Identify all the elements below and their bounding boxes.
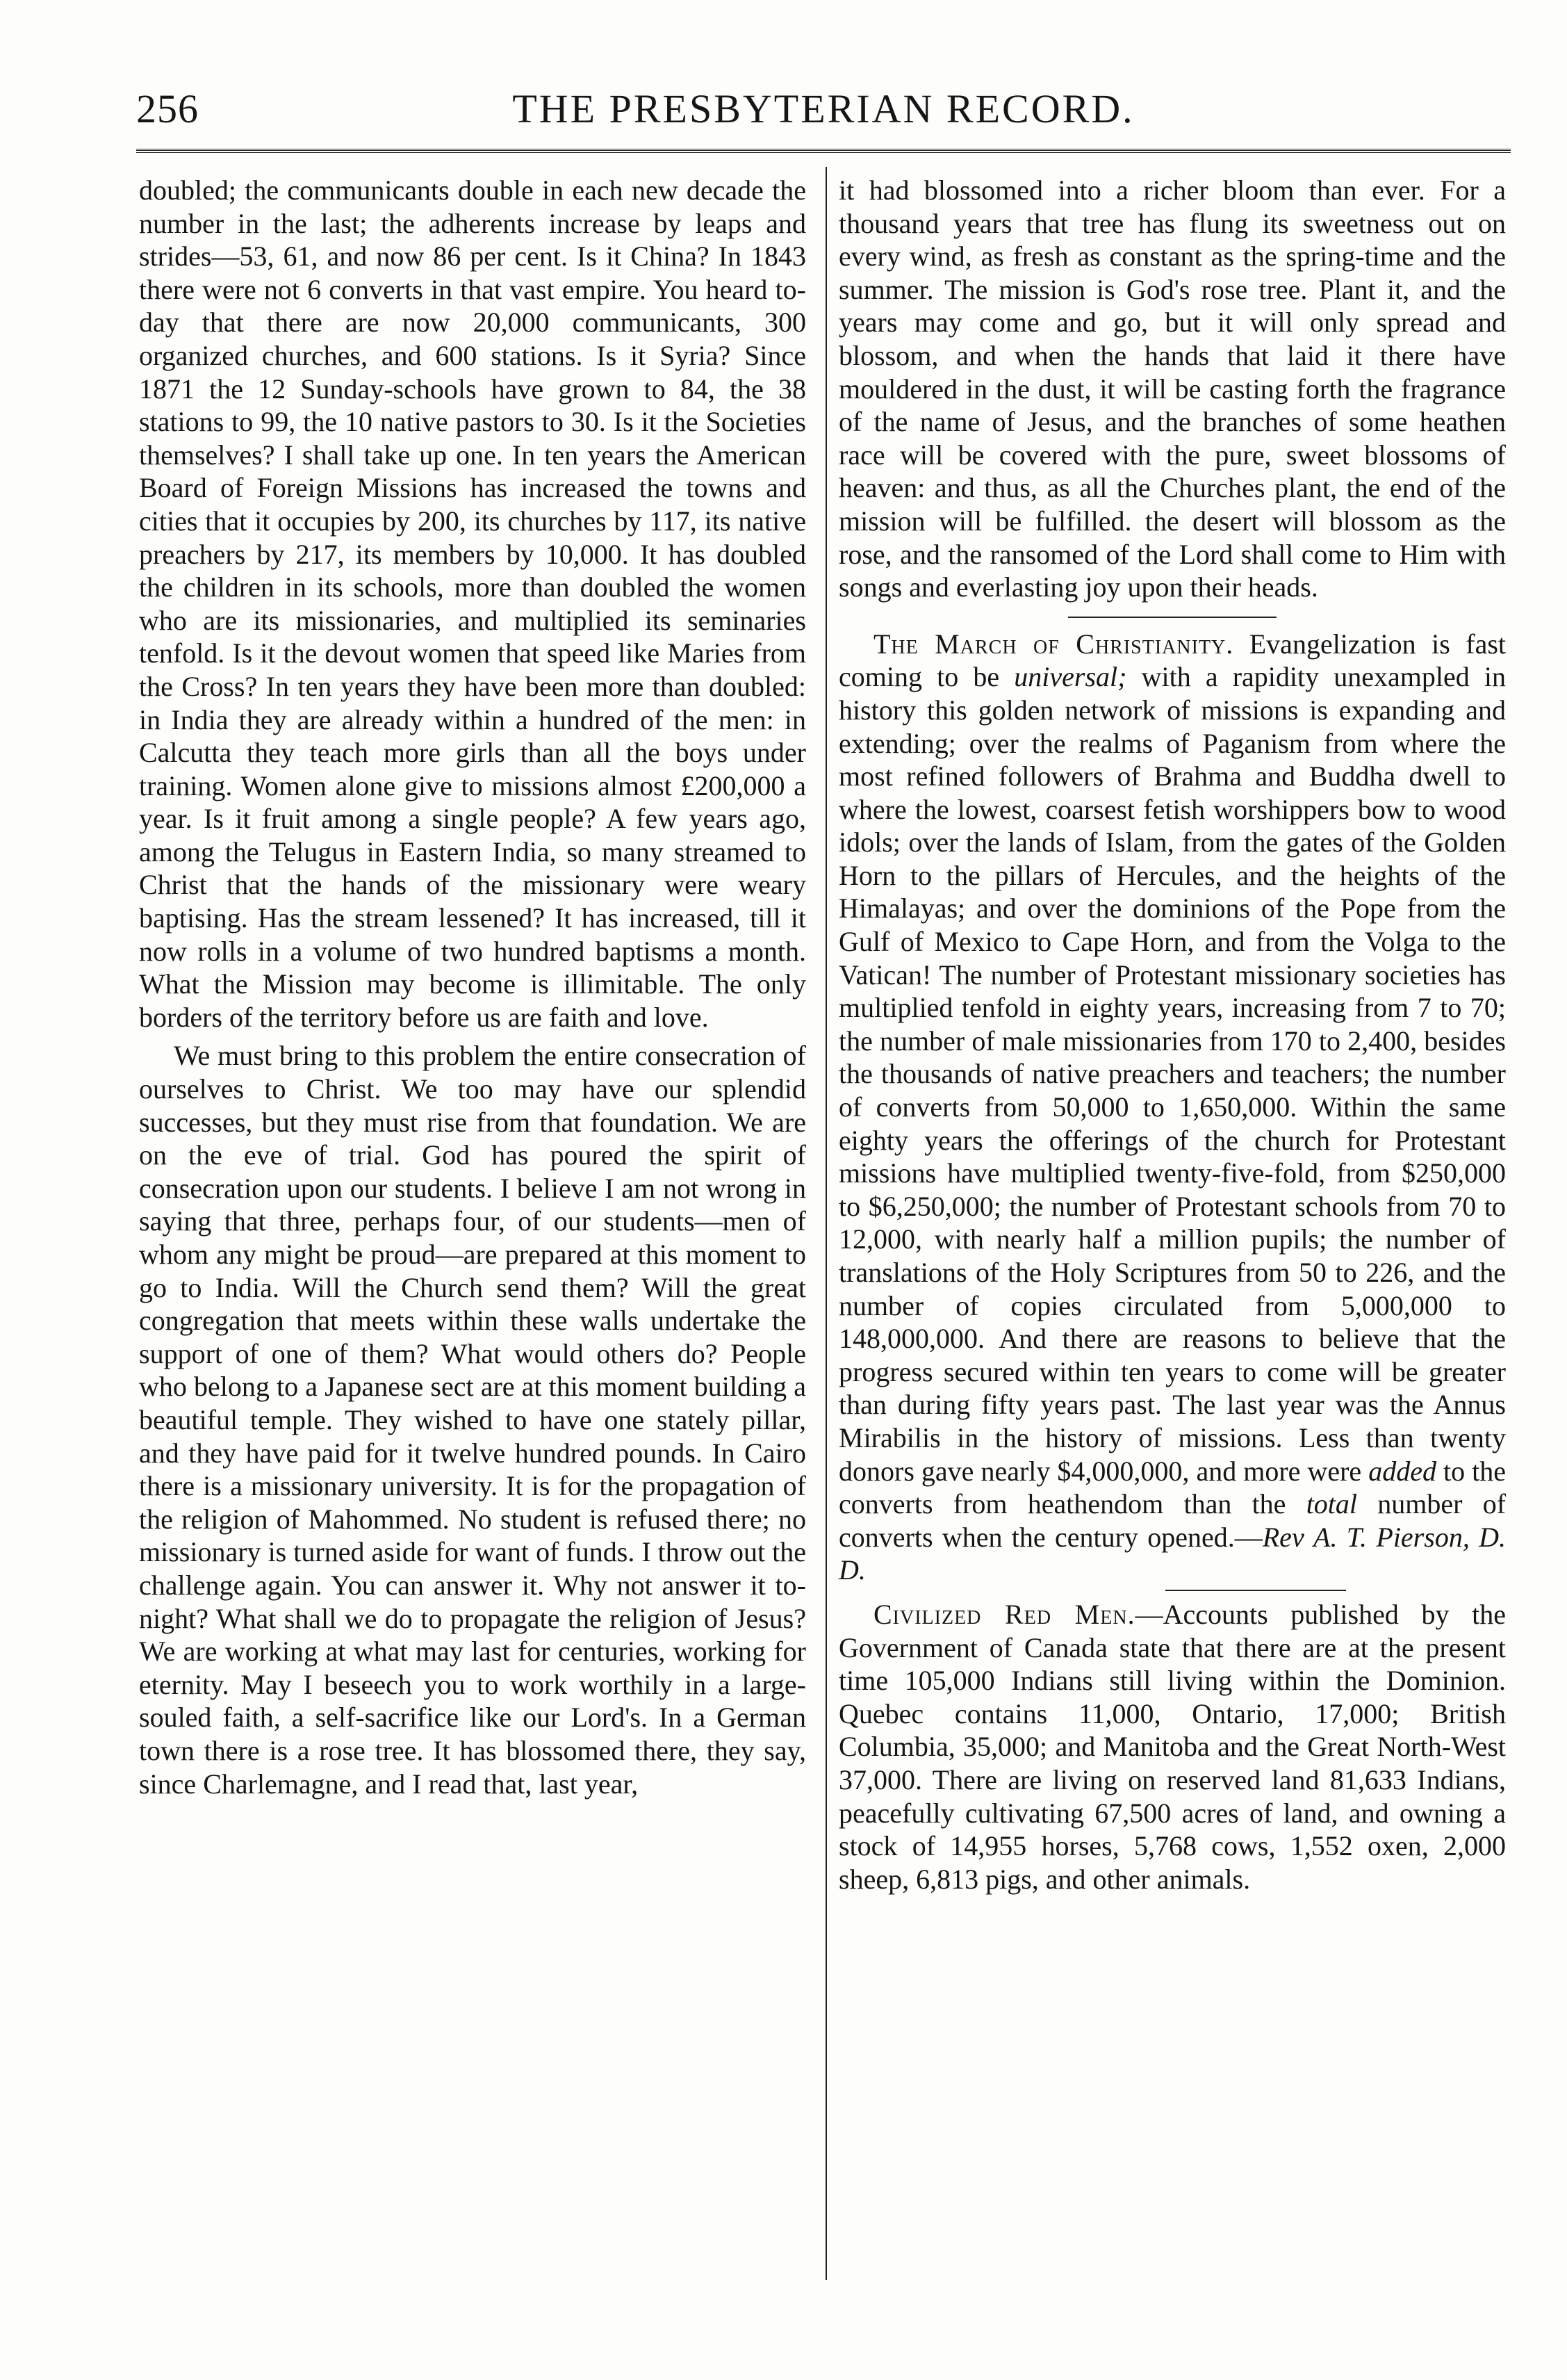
march-text-1: Evangelization is fast coming to be xyxy=(839,628,1507,693)
left-column xyxy=(139,174,806,1800)
march-of-christianity-article xyxy=(839,628,1506,1587)
page-number: 256 xyxy=(136,86,199,131)
march-emphasis-universal: universal; xyxy=(1014,661,1127,693)
missions-growth-paragraph: doubled; the communicants double in each new decade the number in the last; the adherents increase by leaps and strides—53, 61, and now 86 per cent. Is it China? In 1843 there were not 6 converts in that vast empire. You heard to-day that there are now 20,000 communicants, 300 organized churches, and 600 stations. Is it Syria? Since 1871 the 12 Sunday-schools have grown to 84, the 38 stations to 99, the 10 native pastors to 30. Is it the Societies themselves? I shall take up one. In ten years the American Board of Foreign Missions has increased the towns and cities that it occupies by 200, its churches by 117, its native preachers by 217, its members by 10,000. It has doubled the children in its schools, more than doubled the women who are its missionaries, and multiplied its seminaries tenfold. Is it the devout women that speed like Maries from the Cross? In ten years they have been more than doubled: in India they are already within a hundred of the men: in Calcutta they teach more girls than all the boys under training. Women alone give to missions almost £200,000 a year. Is it fruit among a single people? A few years ago, among the Telugus in Eastern India, so many streamed to Christ that the hands of the missionary were weary baptising. Has the stream lessened? It has increased, till it now rolls in a volume of two hundred baptisms a month. What the Mission may become is illimitable. The only borders of the territory before us are faith and love. xyxy=(139,174,806,1033)
march-emphasis-total: total xyxy=(1306,1488,1358,1520)
march-text-3: to the converts from heathendom than the xyxy=(839,1455,1507,1520)
journal-title: THE PRESBYTERIAN RECORD. xyxy=(512,86,1135,131)
march-of-christianity-title: The March of Christianity. xyxy=(873,628,1234,660)
right-column xyxy=(839,174,1506,1896)
consecration-paragraph: We must bring to this problem the entire consecration of ourselves to Christ. We too may have our splendid successes, but they must rise from that foundation. We are on the eve of trial. God has poured the spirit of consecration upon our students. I believe I am not wrong in saying that three, perhaps four, of our students—men of whom any might be proud—are prepared at this moment to go to India. Will the Church send them? Will the great congregation that meets within these walls undertake the support of one of them? What would others do? People who belong to a Japanese sect are at this moment building a beautiful temple. They wished to have one stately pillar, and they have paid for it twelve hundred pounds. In Cairo there is a missionary university. It is for the propagation of the religion of Mahommed. No student is refused there; no missionary is turned aside for want of funds. I throw out the challenge again. You can answer it. Why not answer it to-night? What shall we do to propagate the religion of Jesus? We are working at what may last for centuries, working for eternity. May I beseech you to work worthily in a large-souled faith, a self-sacrifice like our Lord's. In a German town there is a rose tree. It has blossomed there, they say, since Charlemagne, and I read that, last year, xyxy=(139,1040,806,1800)
march-text-4: number of converts when the century opened.— xyxy=(839,1488,1507,1553)
civilized-red-men-article xyxy=(839,1598,1506,1896)
header-rule xyxy=(136,149,1511,153)
column-divider xyxy=(826,167,827,2280)
march-emphasis-added: added xyxy=(1368,1455,1436,1487)
page-header xyxy=(136,78,1511,140)
attribution-prefix: Rev xyxy=(1262,1521,1304,1553)
march-text-2: with a rapidity unexampled in history this golden network of missions is expanding and extending; over the realms of Paganism from where the most refined followers of Brahma and Buddha dwell to where the lowest, coarsest fetish worshippers bow to wood idols; over the lands of Islam, from the gates of the Golden Horn to the pillars of Hercules, and the heights of the Himalayas; and over the dominions of the Pope from the Gulf of Mexico to Cape Horn, and from the Volga to the Vatican! The number of Protestant missionary societies has multiplied tenfold in eighty years, increasing from 7 to 70; the number of male missionaries from 170 to 2,400, besides the thousands of native preachers and teachers; the number of converts from 50,000 to 1,650,000. Within the same eighty years the offerings of the church for Protestant missions have multiplied twenty-five-fold, from $250,000 to $6,250,000; the number of Protestant schools from 70 to 12,000, with nearly half a million pupils; the number of translations of the Holy Scriptures from 50 to 226, and the number of copies circulated from 5,000,000 to 148,000,000. And there are reasons to believe that the progress secured within ten years to come will be greater than during fifty years past. The last year was the Annus Mirabilis in the history of missions. Less than twenty donors gave nearly $4,000,000, and more were xyxy=(839,661,1507,1487)
rose-tree-paragraph: it had blossomed into a richer bloom than ever. For a thousand years that tree has flung its sweetness out on every wind, as fresh as constant as the spring-time and the summer. The mission is God's rose tree. Plant it, and the years may come and go, but it will only spread and blossom, and when the hands that laid it there have mouldered in the dust, it will be casting forth the fragrance of the name of Jesus, and the branches of some heathen race will be covered with the pure, sweet blossoms of heaven: and thus, as all the Churches plant, the end of the mission will be fulfilled. the desert will blossom as the rose, and the ransomed of the Lord shall come to Him with songs and everlasting joy upon their heads. xyxy=(839,174,1506,603)
signature-rule xyxy=(1165,1590,1346,1591)
attribution-author: A. T. Pierson, D. D. xyxy=(839,1521,1507,1586)
civilized-red-men-title: Civilized Red Men. xyxy=(873,1598,1135,1630)
red-men-text: —Accounts published by the Government of Canada state that there are at the present time 105,000 Indians still living within the Dominion. Quebec contains 11,000, Ontario, 17,000; British Columbia, 35,000; and Manitoba and the Great North-West 37,000. There are living on reserved land 81,633 Indians, peacefully cultivating 67,500 acres of land, and owning a stock of 14,955 horses, 5,768 cows, 1,552 oxen, 2,000 sheep, 6,813 pigs, and other animals. xyxy=(839,1598,1506,1895)
section-divider xyxy=(1068,617,1277,618)
